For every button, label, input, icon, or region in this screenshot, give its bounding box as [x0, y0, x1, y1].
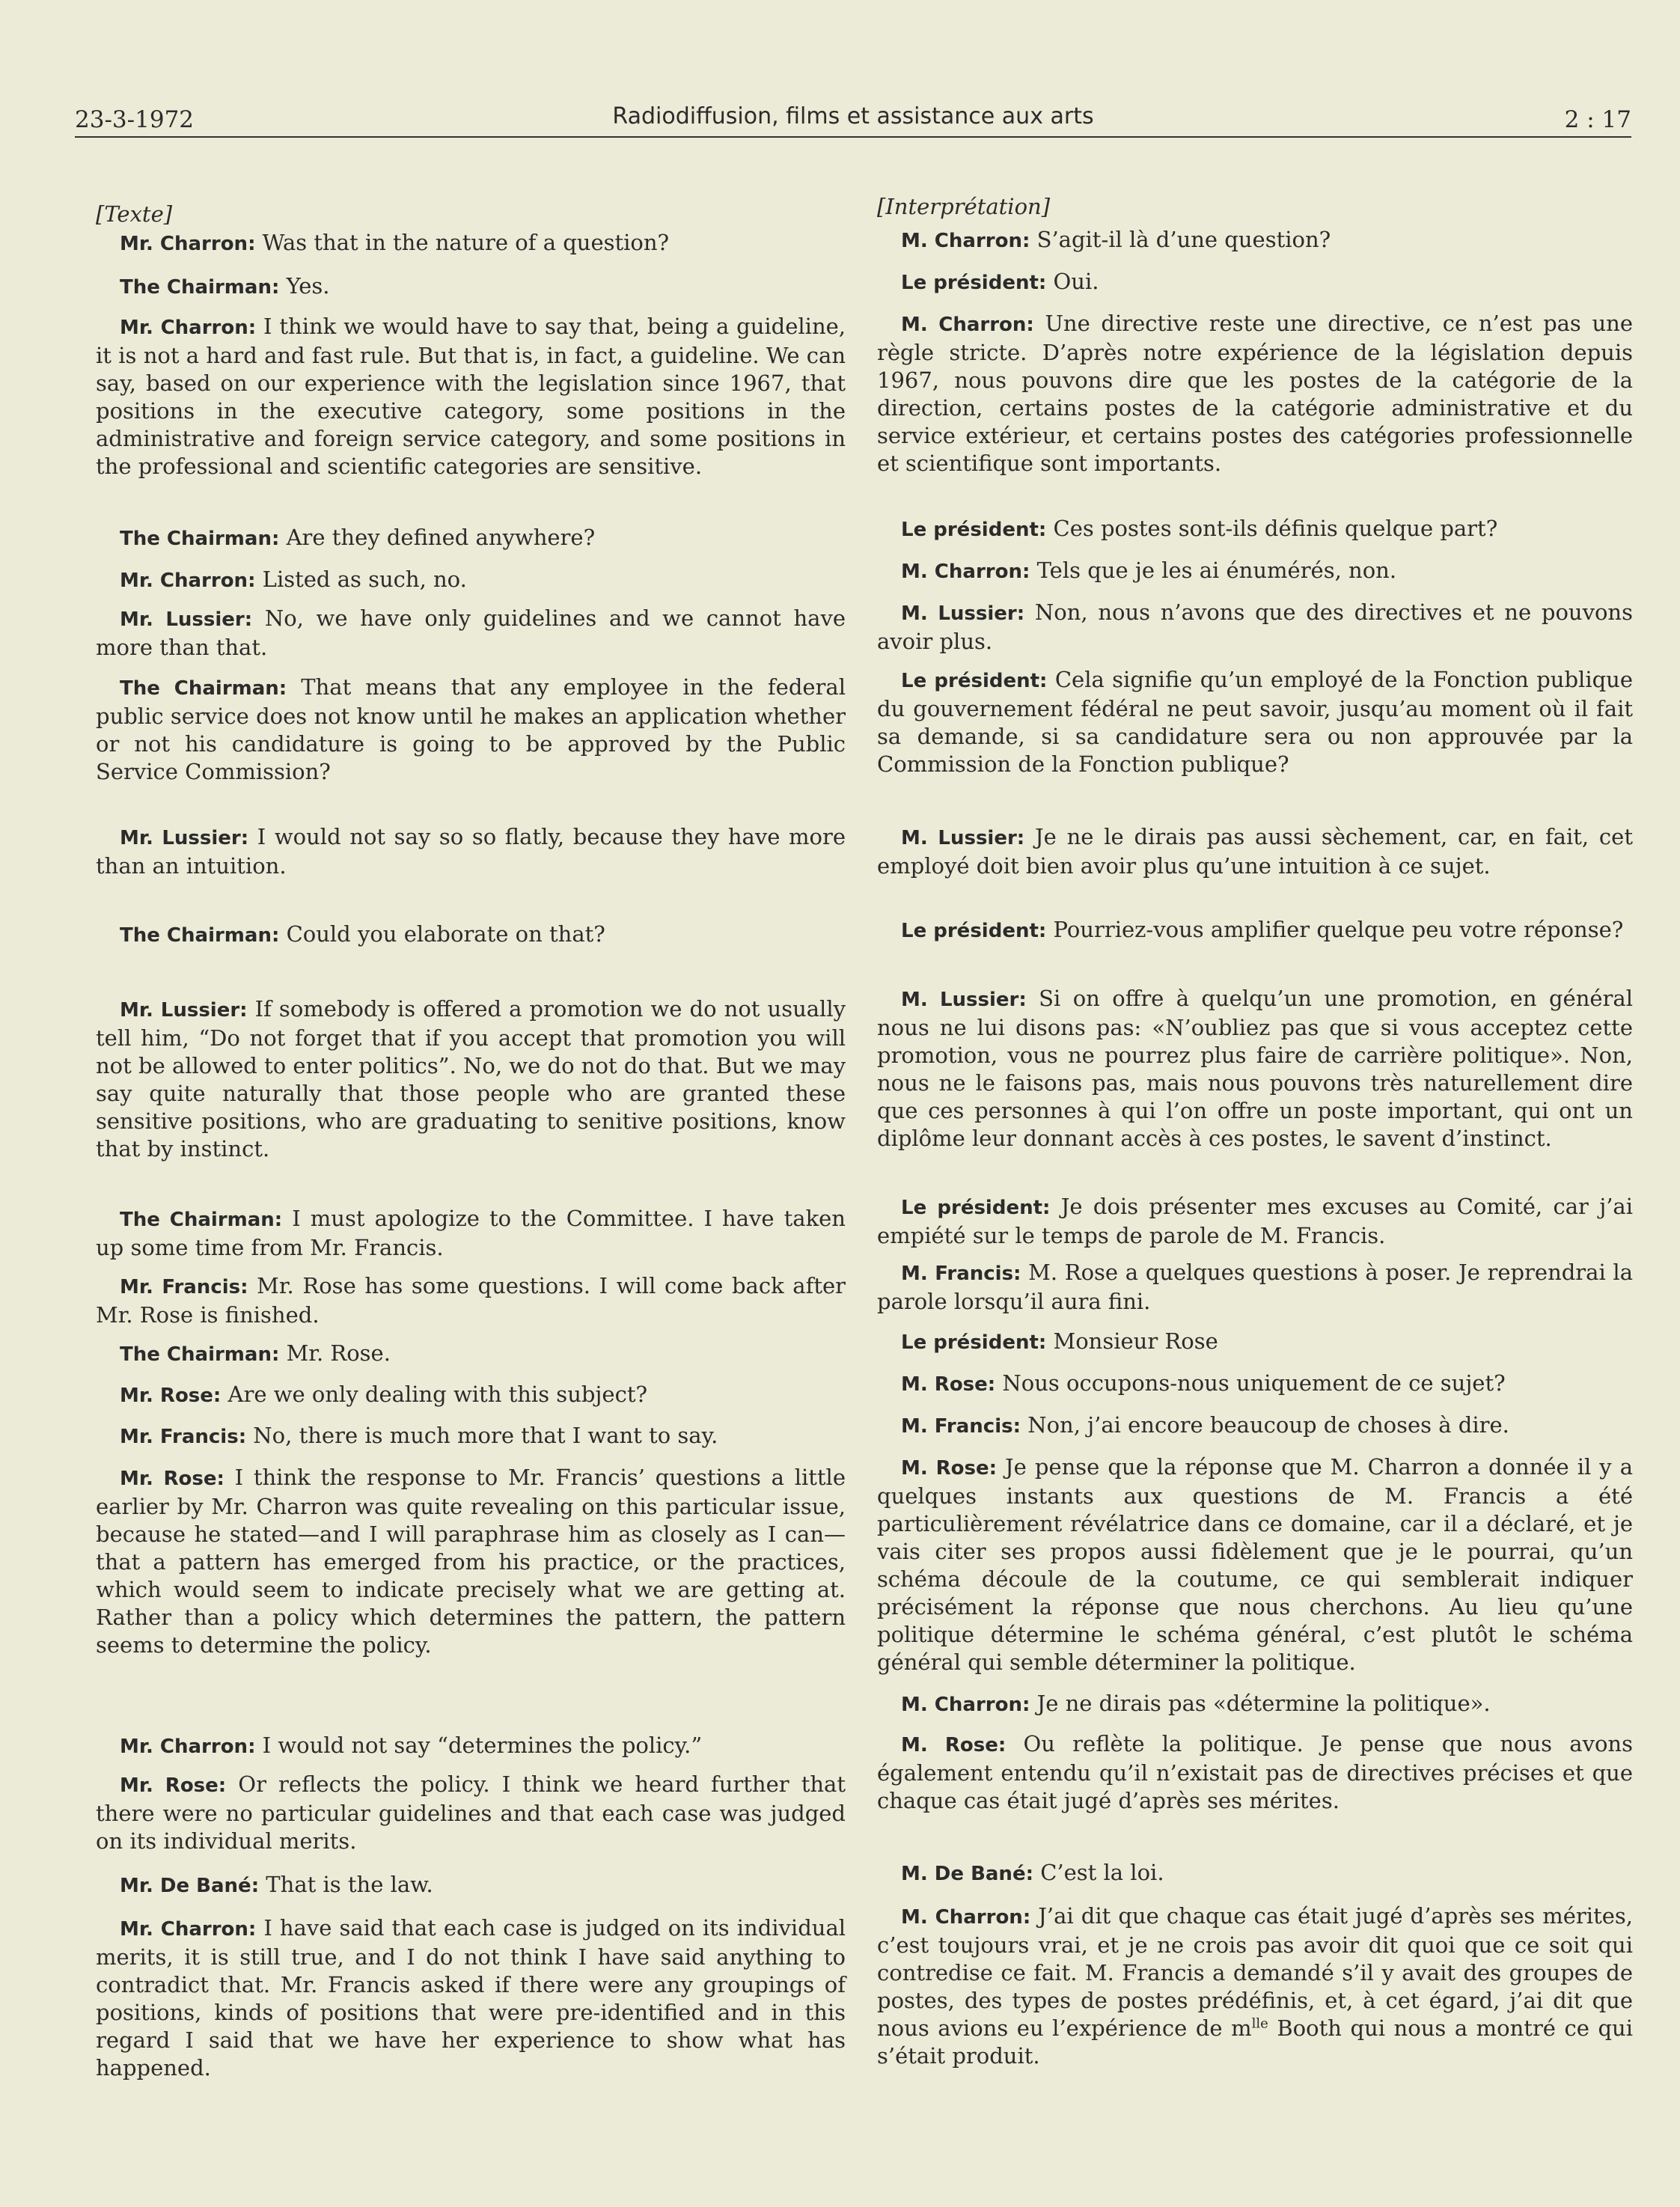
paragraph — [96, 995, 846, 1163]
speaker-name: The Chairman: — [120, 924, 280, 947]
paragraph-text: Pourriez-vous amplifier quelque peu votre réponse? — [1046, 917, 1624, 942]
speaker-name: Le président: — [901, 1197, 1051, 1219]
speaker-name: Mr. Francis: — [120, 1276, 248, 1298]
paragraph — [877, 1902, 1633, 2070]
paragraph-text: Mr. Rose. — [279, 1340, 391, 1366]
paragraph — [877, 515, 1633, 544]
paragraph-text: Was that in the nature of a question? — [255, 230, 670, 255]
paragraph-text: If somebody is offered a promotion we do not usually tell him, “Do not forget that if you accept that promotion you will not be allowed to enter politics”. No, we do not do that. But we may say quite naturally that those people who are granted these sensitive positions, who are graduating to senitive positions, know that by instinct. — [96, 996, 846, 1162]
paragraph-text: Listed as such, no. — [255, 567, 467, 592]
paragraph — [96, 1381, 846, 1410]
paragraph — [877, 1328, 1633, 1357]
paragraph-text: Could you elaborate on that? — [279, 921, 605, 947]
paragraph-text: Non, nous n’avons que des directives et ne pouvons avoir plus. — [877, 599, 1633, 654]
paragraph — [96, 1205, 846, 1262]
language-label: [Texte] — [96, 201, 173, 227]
paragraph — [877, 226, 1633, 255]
paragraph-text: Oui. — [1046, 269, 1099, 294]
speaker-name: M. Charron: — [901, 314, 1034, 336]
paragraph — [96, 313, 846, 480]
paragraph — [877, 1690, 1633, 1719]
paragraph-text: No, there is much more that I want to say. — [246, 1423, 718, 1448]
speaker-name: The Chairman: — [120, 1209, 283, 1231]
paragraph-text: Monsieur Rose — [1046, 1328, 1218, 1354]
speaker-name: Mr. Francis: — [120, 1426, 247, 1448]
speaker-name: Mr. Rose: — [120, 1774, 227, 1797]
paragraph — [96, 1871, 846, 1900]
speaker-name: M. Lussier: — [901, 602, 1025, 625]
paragraph-text: That is the law. — [259, 1872, 433, 1897]
paragraph — [96, 1914, 846, 2082]
superscript-text: lle — [1251, 2015, 1268, 2032]
speaker-name: M. Lussier: — [901, 989, 1027, 1011]
paragraph — [96, 823, 846, 880]
speaker-name: Le président: — [901, 272, 1047, 294]
paragraph-text: Je pense que la réponse que M. Charron a donnée il y a quelques instants aux questions de M. Francis a été particulièrement révélatrice dans ce domaine, car il a déclaré, et je vais citer ses propos aussi fidèlement que je le pourrai, qu’un schéma découle de la coutume, ce qui semblerait indiquer précisément la réponse que nous cherchons. Au lieu qu’une politique détermine le schéma général, c’est plutôt le schéma général qui semble déterminer la politique. — [877, 1454, 1633, 1675]
paragraph-text: Or reflects the policy. I think we heard further that there were no particular guidelines and that each case was judged on its individual merits. — [96, 1771, 846, 1854]
speaker-name: Le président: — [901, 519, 1047, 541]
paragraph-text: I think the response to Mr. Francis’ questions a little earlier by Mr. Charron was quite revealing on this particular issue, because he stated—and I will paraphrase him as closely as I can—that a pattern has emerged from his practice, or the practices, which would seem to indicate precisely what we are getting at. Rather than a policy which determines the pattern, the pattern seems to determine the policy. — [96, 1465, 846, 1658]
page-header — [75, 103, 1631, 138]
paragraph — [96, 524, 846, 553]
speaker-name: M. Lussier: — [901, 827, 1025, 849]
paragraph-text: Une directive reste une directive, ce n’est pas une règle stricte. D’après notre expérience de la législation depuis 1967, nous pouvons dire que les postes de la catégorie de la direction, certains postes de la catégorie administrative et du service extérieur, et certains postes des catégories professionnelle et scientifique sont importants. — [877, 311, 1633, 476]
paragraph — [96, 1771, 846, 1855]
speaker-name: M. Charron: — [901, 1906, 1031, 1929]
paragraph — [877, 557, 1633, 586]
paragraph — [96, 566, 846, 595]
paragraph-text: Ou reflète la politique. Je pense que nous avons également entendu qu’il n’existait pas de directives précises et que chaque cas était jugé d’après ses mérites. — [877, 1731, 1633, 1813]
header-date: 23-3-1972 — [75, 106, 195, 133]
paragraph — [877, 1370, 1633, 1399]
speaker-name: M. Rose: — [901, 1734, 1007, 1756]
speaker-name: Le président: — [901, 1331, 1047, 1354]
paragraph — [96, 921, 846, 950]
paragraph-text: I think we would have to say that, being a guideline, it is not a hard and fast rule. But that is, in fact, a guideline. We can say, based on our experience with the legislation since 1967, that positions in the executive category, some positions in the administrative and foreign service category, and some positions in the professional and scientific categories are sensitive. — [96, 314, 846, 479]
speaker-name: Mr. Rose: — [120, 1468, 224, 1490]
paragraph — [877, 1453, 1633, 1676]
paragraph-text: No, we have only guidelines and we cannot have more than that. — [96, 605, 846, 660]
paragraph — [877, 823, 1633, 880]
paragraph-text: M. Rose a quelques questions à poser. Je reprendrai la parole lorsqu’il aura fini. — [877, 1260, 1633, 1314]
paragraph — [96, 674, 846, 786]
paragraph-text: Non, j’ai encore beaucoup de choses à dire. — [1020, 1412, 1509, 1438]
paragraph — [877, 1193, 1633, 1250]
speaker-name: M. De Bané: — [901, 1863, 1033, 1885]
paragraph-text: Cela signifie qu’un employé de la Fonction publique du gouvernement fédéral ne peut savoir, jusqu’au moment où il fait sa demande, si sa candidature sera ou non approuvée par la Commission de la Fonction publique? — [877, 667, 1634, 777]
speaker-name: Le président: — [901, 920, 1047, 942]
speaker-name: Mr. Charron: — [120, 233, 256, 255]
speaker-name: Mr. Lussier: — [120, 999, 248, 1022]
paragraph-text: I must apologize to the Committee. I have taken up some time from Mr. Francis. — [96, 1206, 846, 1260]
paragraph — [96, 1340, 846, 1369]
paragraph-text: S’agit-il là d’une question? — [1030, 227, 1331, 252]
paragraph — [96, 1272, 846, 1329]
paragraph — [96, 229, 846, 258]
speaker-name: M. Francis: — [901, 1415, 1021, 1438]
speaker-name: Mr. Charron: — [120, 570, 256, 592]
paragraph — [877, 1730, 1633, 1815]
paragraph-text: Nous occupons-nous uniquement de ce sujet? — [995, 1370, 1506, 1396]
paragraph-text: Mr. Rose has some questions. I will come back after Mr. Rose is finished. — [96, 1273, 846, 1328]
paragraph-text: That means that any employee in the federal public service does not know until he makes an application whether or not his candidature is going to be approved by the Public Service Commission? — [96, 674, 846, 784]
speaker-name: M. Charron: — [901, 230, 1030, 252]
paragraph-text: Je dois présenter mes excuses au Comité, car j’ai empiété sur le temps de parole de M. Francis. — [877, 1194, 1633, 1248]
speaker-name: Mr. Charron: — [120, 1736, 256, 1758]
paragraph-text: Ces postes sont-ils définis quelque part? — [1046, 516, 1498, 541]
speaker-name: M. Francis: — [901, 1263, 1021, 1285]
header-title: Radiodiffusion, films et assistance aux arts — [612, 103, 1094, 129]
paragraph — [877, 1411, 1633, 1441]
paragraph — [877, 985, 1633, 1153]
speaker-name: M. Charron: — [901, 1694, 1030, 1716]
speaker-name: The Chairman: — [120, 1343, 280, 1366]
speaker-name: Mr. De Bané: — [120, 1875, 260, 1897]
speaker-name: M. Charron: — [901, 561, 1030, 583]
speaker-name: Mr. Lussier: — [120, 608, 253, 631]
paragraph — [877, 916, 1633, 945]
paragraph — [96, 272, 846, 302]
speaker-name: Mr. Rose: — [120, 1385, 222, 1407]
paragraph-text: Are we only dealing with this subject? — [221, 1382, 648, 1407]
paragraph-text: Booth qui nous a montré ce qui s’était produit. — [877, 2015, 1634, 2069]
speaker-name: The Chairman: — [120, 528, 280, 550]
speaker-name: Mr. Lussier: — [120, 827, 249, 849]
paragraph-text: I would not say “determines the policy.” — [255, 1733, 703, 1758]
paragraph-text: Yes. — [279, 273, 330, 299]
paragraph-text: I have said that each case is judged on its individual merits, it is still true, and I do not think I have said anything to contradict that. Mr. Francis asked if there were any groupings of positions, kinds of positions that were pre-identified and in this regard I said that we have her experience to show what has happened. — [96, 1915, 846, 2081]
speaker-name: Mr. Charron: — [120, 1918, 257, 1941]
paragraph — [877, 1859, 1633, 1888]
header-page-number: 2 : 17 — [1564, 106, 1631, 133]
paragraph — [96, 1422, 846, 1451]
paragraph-text: Je ne dirais pas «détermine la politique». — [1030, 1691, 1491, 1716]
language-label: [Interprétation] — [877, 194, 1051, 219]
paragraph — [96, 605, 846, 662]
paragraph-text: J’ai dit que chaque cas était jugé d’après ses mérites, c’est toujours vrai, et je ne crois pas avoir dit quoi que ce soit qui contredise ce fait. M. Francis a demandé s’il y avait des groupes de postes, des types de postes prédéfinis, et, à cet égard, j’ai dit que nous avions eu l’expérience de m — [877, 1903, 1633, 2041]
paragraph-text: Tels que je les ai énumérés, non. — [1030, 558, 1397, 583]
speaker-name: The Chairman: — [120, 276, 280, 299]
paragraph-text: Je ne le dirais pas aussi sèchement, car, en fait, cet employé doit bien avoir plus qu’une intuition à ce sujet. — [877, 824, 1633, 879]
paragraph — [877, 666, 1633, 778]
paragraph-text: I would not say so so flatly, because they have more than an intuition. — [96, 824, 846, 879]
speaker-name: M. Rose: — [901, 1373, 996, 1396]
paragraph-text: Are they defined anywhere? — [279, 525, 596, 550]
paragraph — [96, 1464, 846, 1659]
paragraph — [96, 1732, 846, 1761]
speaker-name: Mr. Charron: — [120, 317, 257, 339]
paragraph — [877, 599, 1633, 656]
paragraph — [877, 310, 1633, 477]
speaker-name: The Chairman: — [120, 677, 287, 700]
speaker-name: M. Rose: — [901, 1457, 998, 1480]
paragraph — [877, 1259, 1633, 1316]
paragraph-text: Si on offre à quelqu’un une promotion, en général nous ne lui disons pas: «N’oubliez pas que si vous acceptez cette promotion, vous ne pourrez plus faire de carrière politique». Non, nous ne le faisons pas, mais nous pouvons très naturellement dire que ces personnes à qui l’on offre un poste important, qui ont un diplôme leur donnant accès à ces postes, le savent d’instinct. — [877, 986, 1633, 1151]
speaker-name: Le président: — [901, 670, 1048, 692]
paragraph-text: C’est la loi. — [1033, 1860, 1164, 1885]
paragraph — [877, 268, 1633, 297]
